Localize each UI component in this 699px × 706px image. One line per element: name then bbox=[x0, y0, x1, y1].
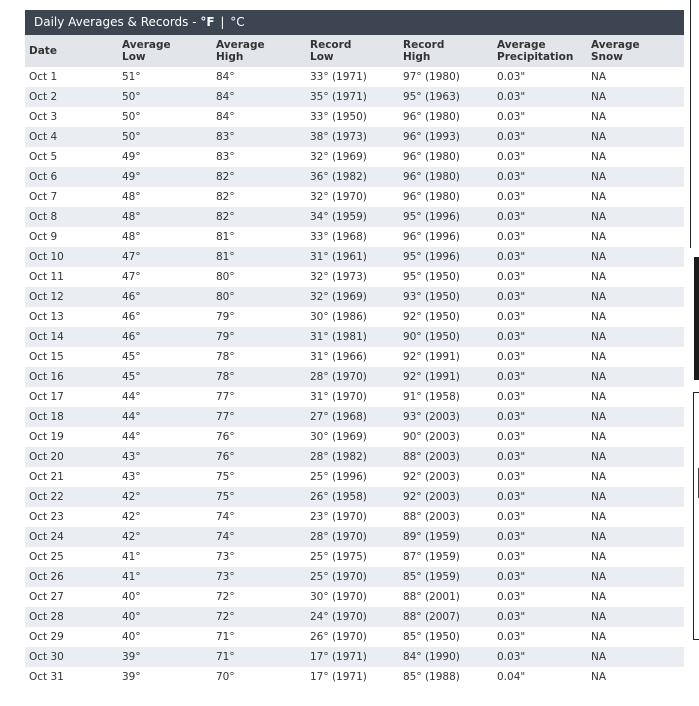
record-low-cell: 26° (1970) bbox=[306, 627, 399, 647]
adjacent-panel-block bbox=[694, 257, 699, 380]
table-row bbox=[25, 227, 684, 247]
table-row bbox=[25, 587, 684, 607]
average-high-cell: 83° bbox=[212, 147, 306, 167]
average-low-cell: 50° bbox=[118, 127, 212, 147]
average-low-cell: 40° bbox=[118, 607, 212, 627]
record-high-cell: 85° (1950) bbox=[399, 627, 493, 647]
record-high-cell: 90° (1950) bbox=[399, 327, 493, 347]
average-high-cell: 74° bbox=[212, 507, 306, 527]
average-snow-cell: NA bbox=[587, 227, 684, 247]
table-row bbox=[25, 627, 684, 647]
column-header-average-high bbox=[212, 35, 306, 67]
date-cell: Oct 2 bbox=[25, 87, 118, 107]
record-high-cell: 95° (1996) bbox=[399, 247, 493, 267]
average-high-cell: 82° bbox=[212, 187, 306, 207]
average-low-cell: 47° bbox=[118, 267, 212, 287]
average-high-cell: 77° bbox=[212, 407, 306, 427]
record-low-cell: 33° (1971) bbox=[306, 67, 399, 87]
table-row bbox=[25, 527, 684, 547]
table-row bbox=[25, 407, 684, 427]
average-precipitation-cell: 0.03" bbox=[493, 127, 587, 147]
date-cell: Oct 5 bbox=[25, 147, 118, 167]
record-high-cell: 88° (2003) bbox=[399, 447, 493, 467]
record-high-cell: 85° (1959) bbox=[399, 567, 493, 587]
average-precipitation-cell: 0.03" bbox=[493, 227, 587, 247]
unit-toggle-fahrenheit[interactable]: °F bbox=[200, 15, 215, 29]
column-header-record-high bbox=[399, 35, 493, 67]
date-cell: Oct 16 bbox=[25, 367, 118, 387]
record-low-cell: 28° (1982) bbox=[306, 447, 399, 467]
average-high-cell: 71° bbox=[212, 647, 306, 667]
record-low-cell: 35° (1971) bbox=[306, 87, 399, 107]
date-cell: Oct 10 bbox=[25, 247, 118, 267]
average-precipitation-cell: 0.03" bbox=[493, 87, 587, 107]
table-row bbox=[25, 427, 684, 447]
table-row bbox=[25, 367, 684, 387]
record-high-cell: 95° (1950) bbox=[399, 267, 493, 287]
average-high-cell: 79° bbox=[212, 307, 306, 327]
average-snow-cell: NA bbox=[587, 287, 684, 307]
average-precipitation-cell: 0.03" bbox=[493, 607, 587, 627]
record-low-cell: 38° (1973) bbox=[306, 127, 399, 147]
average-low-cell: 39° bbox=[118, 647, 212, 667]
panel-title: Daily Averages & Records - bbox=[34, 15, 201, 29]
average-snow-cell: NA bbox=[587, 387, 684, 407]
record-low-cell: 36° (1982) bbox=[306, 167, 399, 187]
average-low-cell: 48° bbox=[118, 227, 212, 247]
table-row bbox=[25, 567, 684, 587]
date-cell: Oct 22 bbox=[25, 487, 118, 507]
record-high-cell: 91° (1958) bbox=[399, 387, 493, 407]
average-precipitation-cell: 0.04" bbox=[493, 667, 587, 687]
average-high-cell: 76° bbox=[212, 447, 306, 467]
date-cell: Oct 29 bbox=[25, 627, 118, 647]
record-low-cell: 31° (1981) bbox=[306, 327, 399, 347]
average-snow-cell: NA bbox=[587, 247, 684, 267]
date-cell: Oct 3 bbox=[25, 107, 118, 127]
date-cell: Oct 31 bbox=[25, 667, 118, 687]
record-low-cell: 32° (1969) bbox=[306, 287, 399, 307]
table-row bbox=[25, 267, 684, 287]
column-header-average-precipitation bbox=[493, 35, 587, 67]
table-row bbox=[25, 547, 684, 567]
average-precipitation-cell: 0.03" bbox=[493, 247, 587, 267]
date-cell: Oct 13 bbox=[25, 307, 118, 327]
record-high-cell: 96° (1980) bbox=[399, 147, 493, 167]
average-snow-cell: NA bbox=[587, 487, 684, 507]
average-high-cell: 75° bbox=[212, 487, 306, 507]
header-line: Snow bbox=[591, 51, 623, 63]
header-line: Average bbox=[216, 39, 265, 51]
average-snow-cell: NA bbox=[587, 367, 684, 387]
average-snow-cell: NA bbox=[587, 627, 684, 647]
record-high-cell: 96° (1993) bbox=[399, 127, 493, 147]
record-low-cell: 24° (1970) bbox=[306, 607, 399, 627]
record-low-cell: 34° (1959) bbox=[306, 207, 399, 227]
header-line: Precipitation bbox=[497, 51, 574, 63]
average-high-cell: 73° bbox=[212, 567, 306, 587]
date-cell: Oct 21 bbox=[25, 467, 118, 487]
record-high-cell: 88° (2007) bbox=[399, 607, 493, 627]
average-snow-cell: NA bbox=[587, 507, 684, 527]
average-high-cell: 73° bbox=[212, 547, 306, 567]
table-row bbox=[25, 167, 684, 187]
average-low-cell: 48° bbox=[118, 187, 212, 207]
record-high-cell: 92° (1991) bbox=[399, 367, 493, 387]
record-high-cell: 88° (2003) bbox=[399, 507, 493, 527]
average-low-cell: 40° bbox=[118, 587, 212, 607]
record-low-cell: 31° (1966) bbox=[306, 347, 399, 367]
table-row bbox=[25, 67, 684, 87]
record-low-cell: 23° (1970) bbox=[306, 507, 399, 527]
table-header-row bbox=[25, 35, 684, 67]
record-low-cell: 17° (1971) bbox=[306, 667, 399, 687]
average-low-cell: 50° bbox=[118, 107, 212, 127]
record-low-cell: 32° (1969) bbox=[306, 147, 399, 167]
average-low-cell: 47° bbox=[118, 247, 212, 267]
header-line: Low bbox=[122, 51, 146, 63]
table-row bbox=[25, 207, 684, 227]
record-low-cell: 26° (1958) bbox=[306, 487, 399, 507]
average-precipitation-cell: 0.03" bbox=[493, 107, 587, 127]
table-row bbox=[25, 347, 684, 367]
average-low-cell: 43° bbox=[118, 467, 212, 487]
record-high-cell: 95° (1996) bbox=[399, 207, 493, 227]
average-high-cell: 70° bbox=[212, 667, 306, 687]
average-snow-cell: NA bbox=[587, 587, 684, 607]
average-precipitation-cell: 0.03" bbox=[493, 167, 587, 187]
average-snow-cell: NA bbox=[587, 667, 684, 687]
record-low-cell: 25° (1975) bbox=[306, 547, 399, 567]
record-high-cell: 96° (1980) bbox=[399, 107, 493, 127]
record-high-cell: 93° (1950) bbox=[399, 287, 493, 307]
record-low-cell: 33° (1950) bbox=[306, 107, 399, 127]
average-precipitation-cell: 0.03" bbox=[493, 147, 587, 167]
average-snow-cell: NA bbox=[587, 147, 684, 167]
record-high-cell: 89° (1959) bbox=[399, 527, 493, 547]
record-high-cell: 97° (1980) bbox=[399, 67, 493, 87]
table-row bbox=[25, 127, 684, 147]
record-high-cell: 87° (1959) bbox=[399, 547, 493, 567]
average-low-cell: 49° bbox=[118, 147, 212, 167]
date-cell: Oct 11 bbox=[25, 267, 118, 287]
average-low-cell: 46° bbox=[118, 327, 212, 347]
average-low-cell: 42° bbox=[118, 527, 212, 547]
average-high-cell: 77° bbox=[212, 387, 306, 407]
average-low-cell: 39° bbox=[118, 667, 212, 687]
record-high-cell: 92° (1950) bbox=[399, 307, 493, 327]
average-snow-cell: NA bbox=[587, 307, 684, 327]
header-line: Record bbox=[403, 39, 445, 51]
average-low-cell: 41° bbox=[118, 547, 212, 567]
average-low-cell: 43° bbox=[118, 447, 212, 467]
average-low-cell: 45° bbox=[118, 367, 212, 387]
average-high-cell: 81° bbox=[212, 227, 306, 247]
record-high-cell: 84° (1990) bbox=[399, 647, 493, 667]
average-high-cell: 74° bbox=[212, 527, 306, 547]
average-low-cell: 45° bbox=[118, 347, 212, 367]
average-precipitation-cell: 0.03" bbox=[493, 507, 587, 527]
record-low-cell: 30° (1986) bbox=[306, 307, 399, 327]
date-cell: Oct 7 bbox=[25, 187, 118, 207]
average-precipitation-cell: 0.03" bbox=[493, 587, 587, 607]
average-snow-cell: NA bbox=[587, 647, 684, 667]
header-line: Date bbox=[29, 45, 57, 57]
average-high-cell: 80° bbox=[212, 267, 306, 287]
average-high-cell: 84° bbox=[212, 87, 306, 107]
record-high-cell: 96° (1980) bbox=[399, 187, 493, 207]
record-high-cell: 95° (1963) bbox=[399, 87, 493, 107]
average-precipitation-cell: 0.03" bbox=[493, 67, 587, 87]
record-high-cell: 92° (1991) bbox=[399, 347, 493, 367]
date-cell: Oct 26 bbox=[25, 567, 118, 587]
average-low-cell: 42° bbox=[118, 507, 212, 527]
table-row bbox=[25, 147, 684, 167]
date-cell: Oct 14 bbox=[25, 327, 118, 347]
average-high-cell: 84° bbox=[212, 67, 306, 87]
average-low-cell: 46° bbox=[118, 287, 212, 307]
average-precipitation-cell: 0.03" bbox=[493, 487, 587, 507]
date-cell: Oct 19 bbox=[25, 427, 118, 447]
record-low-cell: 31° (1961) bbox=[306, 247, 399, 267]
average-snow-cell: NA bbox=[587, 427, 684, 447]
table-body bbox=[25, 67, 684, 687]
record-low-cell: 17° (1971) bbox=[306, 647, 399, 667]
average-precipitation-cell: 0.03" bbox=[493, 387, 587, 407]
record-low-cell: 31° (1970) bbox=[306, 387, 399, 407]
average-precipitation-cell: 0.03" bbox=[493, 347, 587, 367]
record-high-cell: 92° (2003) bbox=[399, 487, 493, 507]
date-cell: Oct 1 bbox=[25, 67, 118, 87]
average-snow-cell: NA bbox=[587, 87, 684, 107]
date-cell: Oct 27 bbox=[25, 587, 118, 607]
date-cell: Oct 24 bbox=[25, 527, 118, 547]
daily-records-table bbox=[25, 35, 684, 687]
average-low-cell: 44° bbox=[118, 387, 212, 407]
record-low-cell: 28° (1970) bbox=[306, 367, 399, 387]
average-high-cell: 82° bbox=[212, 207, 306, 227]
average-snow-cell: NA bbox=[587, 187, 684, 207]
table-row bbox=[25, 287, 684, 307]
average-snow-cell: NA bbox=[587, 67, 684, 87]
date-cell: Oct 17 bbox=[25, 387, 118, 407]
average-low-cell: 44° bbox=[118, 407, 212, 427]
average-snow-cell: NA bbox=[587, 267, 684, 287]
date-cell: Oct 8 bbox=[25, 207, 118, 227]
average-precipitation-cell: 0.03" bbox=[493, 627, 587, 647]
average-high-cell: 84° bbox=[212, 107, 306, 127]
table-row bbox=[25, 487, 684, 507]
record-low-cell: 33° (1968) bbox=[306, 227, 399, 247]
average-high-cell: 72° bbox=[212, 607, 306, 627]
panel-title-bar bbox=[25, 10, 684, 35]
header-line: Average bbox=[122, 39, 171, 51]
date-cell: Oct 20 bbox=[25, 447, 118, 467]
average-snow-cell: NA bbox=[587, 327, 684, 347]
record-high-cell: 93° (2003) bbox=[399, 407, 493, 427]
average-precipitation-cell: 0.03" bbox=[493, 267, 587, 287]
record-high-cell: 92° (2003) bbox=[399, 467, 493, 487]
average-precipitation-cell: 0.03" bbox=[493, 647, 587, 667]
date-cell: Oct 18 bbox=[25, 407, 118, 427]
record-low-cell: 30° (1969) bbox=[306, 427, 399, 447]
average-low-cell: 51° bbox=[118, 67, 212, 87]
average-snow-cell: NA bbox=[587, 447, 684, 467]
header-line: Low bbox=[310, 51, 334, 63]
average-precipitation-cell: 0.03" bbox=[493, 327, 587, 347]
date-cell: Oct 28 bbox=[25, 607, 118, 627]
header-line: Average bbox=[591, 39, 640, 51]
daily-averages-records-panel bbox=[25, 10, 684, 687]
average-precipitation-cell: 0.03" bbox=[493, 427, 587, 447]
date-cell: Oct 23 bbox=[25, 507, 118, 527]
average-precipitation-cell: 0.03" bbox=[493, 407, 587, 427]
date-cell: Oct 9 bbox=[25, 227, 118, 247]
average-precipitation-cell: 0.03" bbox=[493, 307, 587, 327]
table-row bbox=[25, 467, 684, 487]
average-snow-cell: NA bbox=[587, 467, 684, 487]
average-precipitation-cell: 0.03" bbox=[493, 467, 587, 487]
average-snow-cell: NA bbox=[587, 107, 684, 127]
average-precipitation-cell: 0.03" bbox=[493, 447, 587, 467]
column-header-record-low bbox=[306, 35, 399, 67]
record-low-cell: 32° (1970) bbox=[306, 187, 399, 207]
average-snow-cell: NA bbox=[587, 547, 684, 567]
record-low-cell: 30° (1970) bbox=[306, 587, 399, 607]
average-low-cell: 50° bbox=[118, 87, 212, 107]
record-low-cell: 28° (1970) bbox=[306, 527, 399, 547]
table-row bbox=[25, 667, 684, 687]
record-high-cell: 96° (1996) bbox=[399, 227, 493, 247]
average-precipitation-cell: 0.03" bbox=[493, 527, 587, 547]
average-high-cell: 78° bbox=[212, 347, 306, 367]
record-low-cell: 27° (1968) bbox=[306, 407, 399, 427]
column-header-average-low bbox=[118, 35, 212, 67]
header-line: High bbox=[216, 51, 244, 63]
average-precipitation-cell: 0.03" bbox=[493, 187, 587, 207]
average-snow-cell: NA bbox=[587, 127, 684, 147]
table-row bbox=[25, 87, 684, 107]
table-row bbox=[25, 447, 684, 467]
unit-separator: | bbox=[220, 15, 225, 29]
record-high-cell: 90° (2003) bbox=[399, 427, 493, 447]
adjacent-panel-frame bbox=[693, 392, 699, 640]
record-high-cell: 96° (1980) bbox=[399, 167, 493, 187]
record-high-cell: 88° (2001) bbox=[399, 587, 493, 607]
average-snow-cell: NA bbox=[587, 207, 684, 227]
average-high-cell: 81° bbox=[212, 247, 306, 267]
date-cell: Oct 4 bbox=[25, 127, 118, 147]
date-cell: Oct 30 bbox=[25, 647, 118, 667]
average-snow-cell: NA bbox=[587, 567, 684, 587]
average-low-cell: 42° bbox=[118, 487, 212, 507]
average-low-cell: 48° bbox=[118, 207, 212, 227]
average-precipitation-cell: 0.03" bbox=[493, 207, 587, 227]
date-cell: Oct 12 bbox=[25, 287, 118, 307]
average-low-cell: 40° bbox=[118, 627, 212, 647]
table-row bbox=[25, 647, 684, 667]
average-precipitation-cell: 0.03" bbox=[493, 287, 587, 307]
unit-toggle-celsius[interactable]: °C bbox=[230, 15, 245, 29]
adjacent-panel-edge bbox=[690, 0, 691, 248]
average-low-cell: 44° bbox=[118, 427, 212, 447]
date-cell: Oct 6 bbox=[25, 167, 118, 187]
average-snow-cell: NA bbox=[587, 347, 684, 367]
table-row bbox=[25, 107, 684, 127]
average-high-cell: 82° bbox=[212, 167, 306, 187]
average-low-cell: 41° bbox=[118, 567, 212, 587]
table-row bbox=[25, 247, 684, 267]
average-high-cell: 72° bbox=[212, 587, 306, 607]
average-snow-cell: NA bbox=[587, 527, 684, 547]
average-low-cell: 46° bbox=[118, 307, 212, 327]
average-precipitation-cell: 0.03" bbox=[493, 547, 587, 567]
record-low-cell: 25° (1970) bbox=[306, 567, 399, 587]
table-row bbox=[25, 307, 684, 327]
average-high-cell: 79° bbox=[212, 327, 306, 347]
average-high-cell: 78° bbox=[212, 367, 306, 387]
average-high-cell: 83° bbox=[212, 127, 306, 147]
average-low-cell: 49° bbox=[118, 167, 212, 187]
average-high-cell: 80° bbox=[212, 287, 306, 307]
record-high-cell: 85° (1988) bbox=[399, 667, 493, 687]
date-cell: Oct 15 bbox=[25, 347, 118, 367]
table-row bbox=[25, 607, 684, 627]
table-row bbox=[25, 507, 684, 527]
record-low-cell: 25° (1996) bbox=[306, 467, 399, 487]
average-high-cell: 75° bbox=[212, 467, 306, 487]
header-line: Average bbox=[497, 39, 546, 51]
average-snow-cell: NA bbox=[587, 607, 684, 627]
table-row bbox=[25, 387, 684, 407]
average-snow-cell: NA bbox=[587, 407, 684, 427]
average-precipitation-cell: 0.03" bbox=[493, 567, 587, 587]
average-high-cell: 71° bbox=[212, 627, 306, 647]
header-line: High bbox=[403, 51, 431, 63]
column-header-date bbox=[25, 35, 118, 67]
table-row bbox=[25, 187, 684, 207]
date-cell: Oct 25 bbox=[25, 547, 118, 567]
average-high-cell: 76° bbox=[212, 427, 306, 447]
record-low-cell: 32° (1973) bbox=[306, 267, 399, 287]
average-precipitation-cell: 0.03" bbox=[493, 367, 587, 387]
table-row bbox=[25, 327, 684, 347]
column-header-average-snow bbox=[587, 35, 684, 67]
average-snow-cell: NA bbox=[587, 167, 684, 187]
header-line: Record bbox=[310, 39, 352, 51]
